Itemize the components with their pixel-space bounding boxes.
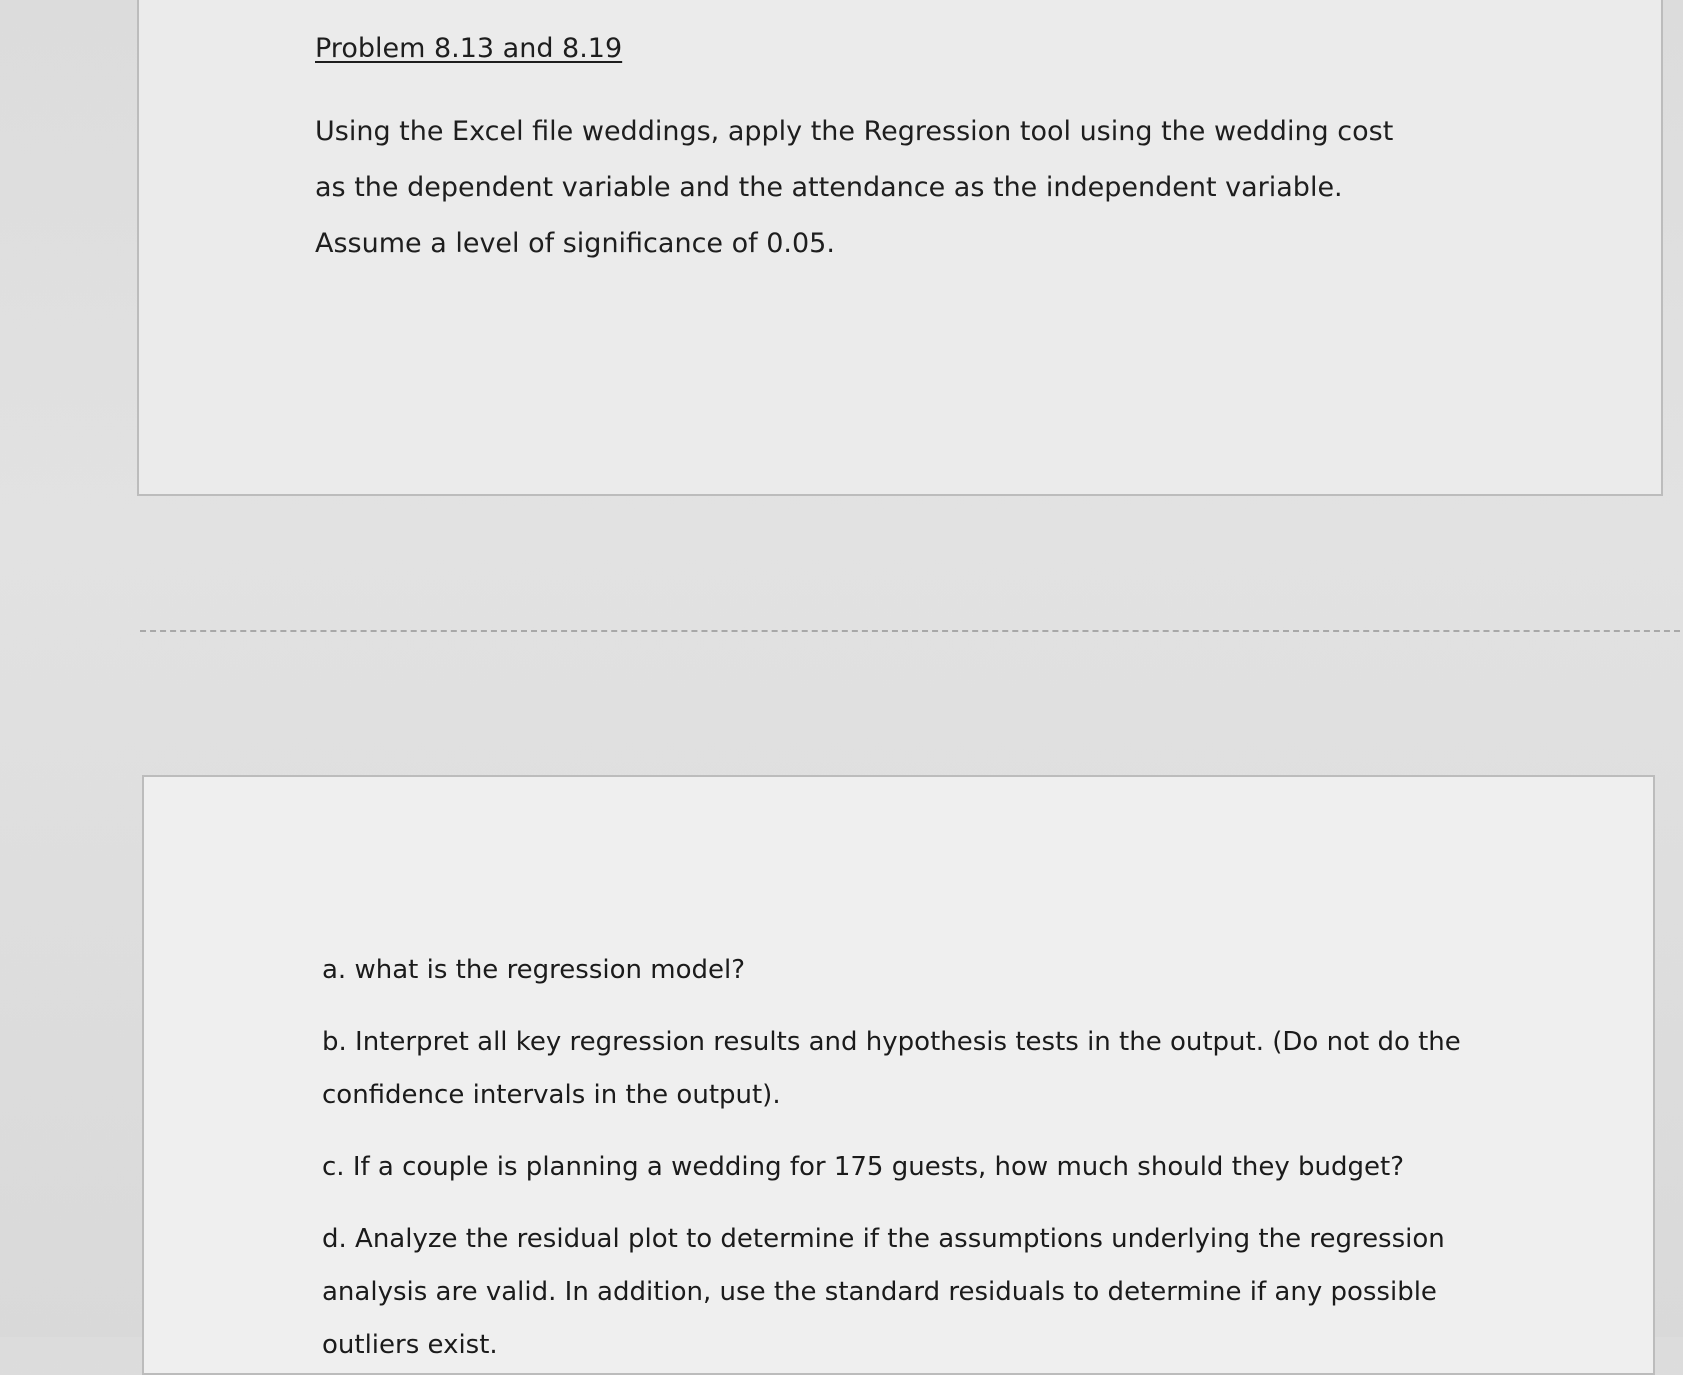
dashed-divider (140, 630, 1680, 632)
question-a: a. what is the regression model? (322, 955, 746, 985)
problem-title: Problem 8.13 and 8.19 (315, 33, 623, 64)
question-c: c. If a couple is planning a wedding for 175 guests, how much should they budget? (322, 1152, 1404, 1182)
problem-description: Using the Excel file weddings, apply the Regression tool using the wedding cost as the dependent variable and the attendance as the independent variable. Assume a level of significance of 0.05. (315, 116, 1394, 259)
question-b: b. Interpret all key regression results and hypothesis tests in the output. (Do not do the confidence intervals in the output). (322, 1027, 1461, 1110)
question-d: d. Analyze the residual plot to determine if the assumptions underlying the regression analysis are valid. In addition, use the standard residuals to determine if any possible outliers exist. (322, 1224, 1445, 1360)
